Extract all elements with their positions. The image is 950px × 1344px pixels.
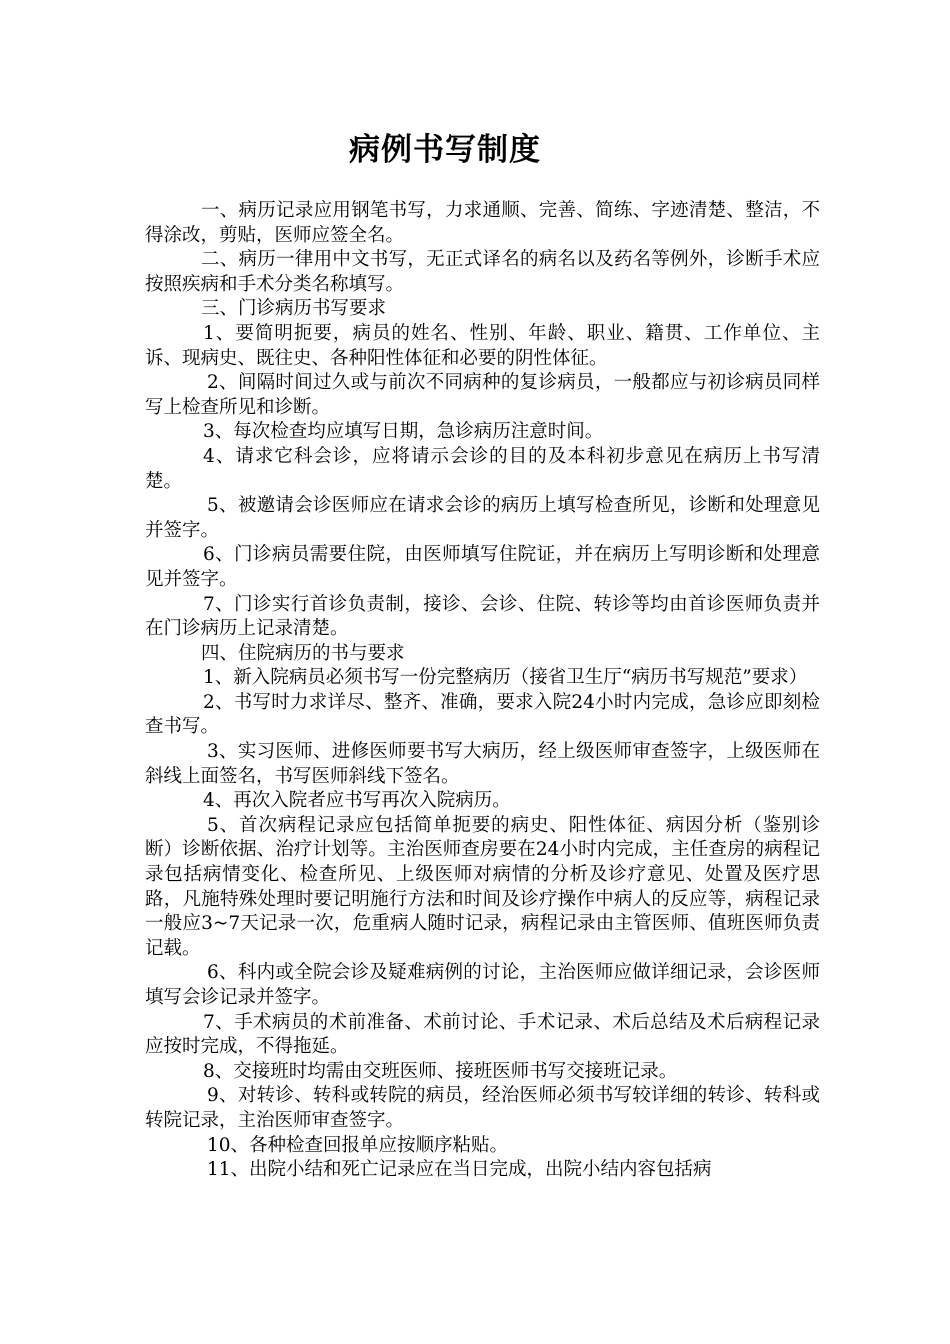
inpatient-item-10: 10、各种检查回报单应按顺序粘贴。 [207,1134,509,1156]
inpatient-item-5: 5、首次病程记录应包括简单扼要的病史、阳性体征、病因分析（鉴别诊断）诊断依据、治疗计划等。主治医师查房要在24小时内完成，主任查房的病程记录包括病情变化、检查所见、上级医师对病情的分析及诊疗意见、处置及医疗思路，凡施特殊处理时要记明施行方法和时间及诊疗操作中病人的反应等，病程记录一般应3~7天记录一次，危重病人随时记录，病程记录由主管医师、值班医师负责记载。 [145,814,820,959]
outpatient-item-5: 5、被邀请会诊医师应在请求会诊的病历上填写检查所见，诊断和处理意见并签字。 [145,495,820,541]
section-4-heading: 四、住院病历的书与要求 [201,642,405,664]
inpatient-item-4: 4、再次入院者应书写再次入院病历。 [203,790,511,812]
document-body [145,199,820,1183]
outpatient-item-1: 1、要简明扼要，病员的姓名、性别、年龄、职业、籍贯、工作单位、主诉、现病史、既往史、各种阳性体征和必要的阴性体征。 [145,322,820,369]
inpatient-item-9: 9、对转诊、转科或转院的病员，经治医师必须书写较详细的转诊、转科或转院记录，主治医师审查签字。 [145,1085,820,1131]
section-2-paragraph: 二、病历一律用中文书写，无正式译名的病名以及药名等例外，诊断手术应按照疾病和手术分类名称填写。 [145,249,820,295]
outpatient-item-4: 4、请求它科会诊，应将请示会诊的目的及本科初步意见在病历上书写清楚。 [145,445,820,492]
inpatient-item-1: 1、新入院病员必须书写一份完整病历（接省卫生厅“病历书写规范”要求） [203,667,808,689]
outpatient-item-7: 7、门诊实行首诊负责制，接诊、会诊、住院、转诊等均由首诊医师负责并在门诊病历上记录清楚。 [145,593,820,640]
outpatient-item-3: 3、每次检查均应填写日期，急诊病历注意时间。 [203,421,604,443]
section-1-paragraph: 一、病历记录应用钢笔书写，力求通顺、完善、简练、字迹清楚、整洁，不得涂改，剪贴，医师应签全名。 [145,200,820,246]
inpatient-item-11: 11、出院小结和死亡记录应在当日完成，出院小结内容包括病 [207,1159,712,1181]
outpatient-item-2: 2、间隔时间过久或与前次不同病种的复诊病员，一般都应与初诊病员同样写上检查所见和诊断。 [145,372,820,418]
inpatient-item-6: 6、科内或全院会诊及疑难病例的讨论，主治医师应做详细记录，会诊医师填写会诊记录并签字。 [145,962,820,1008]
inpatient-item-8: 8、交接班时均需由交班医师、接班医师书写交接班记录。 [203,1060,678,1082]
document-title: 病例书写制度 [349,132,541,168]
inpatient-item-2: 2、书写时力求详尽、整齐、准确，要求入院24小时内完成，急诊应即刻检查书写。 [145,691,820,738]
section-3-heading: 三、门诊病历书写要求 [201,298,387,320]
outpatient-item-6: 6、门诊病员需要住院，由医师填写住院证，并在病历上写明诊断和处理意见并签字。 [145,544,820,590]
inpatient-item-7: 7、手术病员的术前准备、术前讨论、手术记录、术后总结及术后病程记录应按时完成，不得拖延。 [145,1011,820,1058]
inpatient-item-3: 3、实习医师、进修医师要书写大病历，经上级医师审查签字，上级医师在斜线上面签名，书写医师斜线下签名。 [145,741,820,787]
